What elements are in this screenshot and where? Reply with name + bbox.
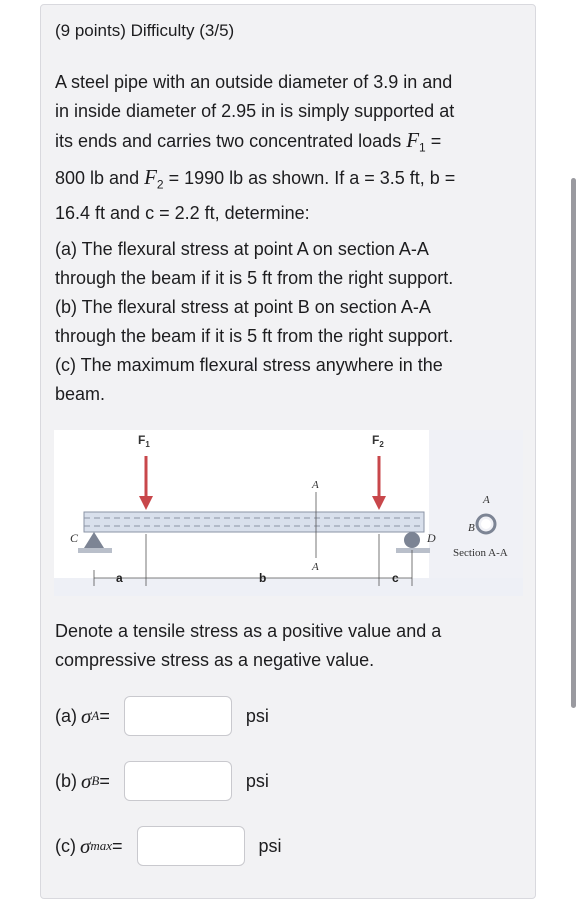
part-c-line-1: (c) The maximum flexural stress anywhere in the [55,355,443,375]
svg-text:D: D [427,531,436,545]
question-parts [55,235,525,409]
svg-text:A: A [483,494,490,506]
svg-text:B: B [468,522,475,534]
svg-text:A: A [312,479,319,491]
part-a-line-1: (a) The flexural stress at point A on section A-A [55,239,429,259]
svg-text:F2: $F_2$ [372,433,384,449]
beam-figure [54,430,523,596]
answer-row-c: (c) σ max = psi [55,826,282,866]
answer-row-b: (b) σ B = psi [55,761,269,801]
part-b-line-1: (b) The flexural stress at point B on section A-A [55,297,431,317]
problem-line-1: A steel pipe with an outside diameter of 3.9 in and [55,72,453,92]
svg-text:C: C [70,531,79,545]
scrollbar[interactable] [571,178,576,708]
svg-text:a: a [116,571,123,585]
sigma-a-input[interactable] [124,696,232,736]
part-b-line-2: through the beam if it is 5 ft from the right support. [55,326,454,346]
sigma-b-input[interactable] [124,761,232,801]
svg-text:Section A-A: Section A-A [453,547,508,559]
svg-text:F1: $F_1$ [138,433,150,449]
sigma-max-input[interactable] [137,826,245,866]
svg-text:A: A [312,561,319,573]
problem-line-4: 800 lb and $F_2 = 1990$ lb as shown. If a = 3.5 ft, b = [55,164,456,192]
part-a-line-2: through the beam if it is 5 ft from the right support. [55,268,454,288]
part-c-line-2: beam. [55,384,106,404]
problem-line-5: 16.4 ft and c = 2.2 ft, determine: [55,203,310,224]
problem-line-2: in inside diameter of 2.95 in is simply supported at [55,101,455,121]
sign-convention-note: Denote a tensile stress as a positive value and a compressive stress as a negative value. [55,621,442,670]
roller-support-icon [404,532,420,548]
pipe-beam [84,512,424,532]
problem-statement [55,68,525,228]
svg-text:b: b [259,571,267,585]
question-header: (9 points) Difficulty (3/5) [55,21,235,40]
answer-row-a: (a) σ A = psi [55,696,269,736]
problem-line-3: its ends and carries two concentrated loads $F_1$ = [55,128,442,155]
svg-text:c: c [392,571,399,585]
